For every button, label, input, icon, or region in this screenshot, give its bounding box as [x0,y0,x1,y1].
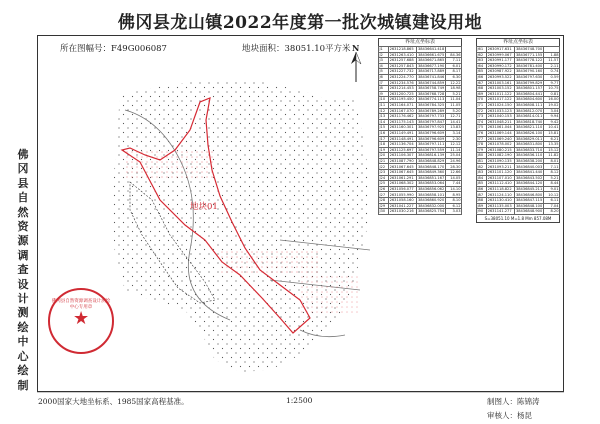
table-cell: J19 [379,147,389,153]
table-cell: 5.20 [445,108,461,114]
table-cell: 38436826.100 [515,131,543,135]
table-cell: J63 [477,58,487,64]
table-cell: 2631125.697 [389,147,417,153]
table-cell: 2631067.645 [389,164,417,170]
table-cell: J67 [477,80,487,86]
table-cell: J82 [477,164,487,170]
table-cell: 8.95 [445,192,461,198]
coordinate-system-note: 2000国家大地坐标系、1985国家高程基准。 [38,397,189,406]
table-cell: 5.21 [445,91,461,97]
table-cell: 9.77 [543,80,559,86]
table-cell: 9.01 [543,186,559,192]
table-cell: J15 [379,125,389,131]
table-cell: 14.10 [445,186,461,192]
table-cell: 38436846.800 [515,192,543,197]
table-cell: 6.11 [543,198,559,204]
table-cell: 38436818.740 [515,119,543,124]
table-cell: 12.12 [445,142,461,148]
table-cell: 7.04 [543,203,559,209]
table-cell: 11.57 [543,58,559,64]
parcel-label: 地块01 [190,202,218,212]
table-cell: 13.83 [445,125,461,131]
reviewed-by: 审核人：杨昆 [487,411,532,420]
table-cell: 2631176.462 [389,114,417,120]
table-cell: 38436796.609 [417,131,445,135]
table-cell: 2631061.291 [389,175,417,181]
table-cell: 2631058.160 [389,198,417,204]
table-cell: 38436840.003 [515,164,543,169]
table-cell: 38436847.115 [515,198,543,203]
table-cell: 38436848.170 [417,164,445,169]
table-cell: 38436758.749 [417,86,445,91]
table-cell: 2631003.152 [487,86,515,92]
boundary-marks [220,250,320,275]
table-cell: 8.44 [543,181,559,187]
table-cell: 2631069.240 [487,136,515,142]
table-cell: 38436661.675 [417,52,445,57]
table-cell: 38436677.190 [417,63,445,68]
producer-char: 计 [17,292,29,306]
table-cell: J76 [477,130,487,136]
table-cell: J5 [379,69,389,75]
table-cell: J25 [379,181,389,187]
table-cell: J88 [477,198,487,204]
table-cell: J61 [477,47,487,53]
table-cell: 38436784.325 [417,103,445,108]
star-icon: ★ [73,308,90,329]
table-cell: 38436641.418 [417,47,445,52]
table-cell: 38436831.800 [515,142,543,147]
table-cell: 2631164.071 [389,102,417,108]
table-cell: 2630987.922 [487,69,515,75]
table-cell: 2631011.122 [487,91,515,97]
table-cell: 2630990.172 [487,63,515,69]
table-cell: 2631017.122 [487,97,515,103]
table-cell: 24.96 [445,158,461,164]
table-cell: 2631041.227 [389,203,417,209]
table-cell: J70 [477,97,487,103]
terrain-region [112,80,370,372]
table-cell: 2631090.135 [487,158,515,164]
table-cell: 2631067.645 [389,170,417,176]
table-cell: 38436848.829 [417,158,445,163]
coord-table-2 [476,38,560,223]
north-label: N [352,43,360,53]
table-cell: 2631257.843 [389,63,417,69]
table-cell: 38436771.155 [515,52,543,57]
table-cell: 2631101.120 [487,170,515,176]
table-cell: 6.01 [445,63,461,69]
table-cell: J13 [379,114,389,120]
table-cell: 2630917.631 [487,47,515,53]
table-cell: 38436799.829 [515,80,543,85]
table-cell: 2.30 [445,136,461,142]
table-cell: 38436858.101 [417,192,445,197]
table-cell: 11.14 [445,147,461,153]
table-cell: 38436801.157 [515,86,543,91]
table-cell: 9.94 [543,114,559,120]
stamp-text: 佛冈县自然资源调查设计测绘中心专用章 [51,299,111,310]
table-cell: J16 [379,130,389,136]
table-cell: 7.44 [445,181,461,187]
table-cell: 2631078.002 [487,142,515,148]
table-cell: 38436797.733 [417,114,445,119]
table-cell: 6.30 [445,74,461,80]
table-cell: 2631234.576 [389,80,417,86]
table-cell: 3.03 [445,209,461,215]
table-cell: 38436789.289 [417,108,445,113]
table-cell: 2631106.307 [389,153,417,159]
producer-char: 设 [17,277,29,291]
table-cell: J14 [379,119,389,125]
table-cell: J29 [379,203,389,209]
table-cell: 38436804.441 [515,91,543,96]
producer-char: 资 [17,220,29,234]
table-cell: J20 [379,153,389,159]
table-cell: J65 [477,69,487,75]
table-cell: 38436848.100 [515,203,543,208]
table-cell: 2631030.216 [389,209,417,215]
table-cell: 38436774.113 [417,97,445,102]
table-cell: 38436844.120 [515,181,543,186]
producer-char: 县 [17,176,29,190]
table-cell: J77 [477,136,487,142]
table-cell: 2631160.301 [389,125,417,131]
table-cell: J2 [379,52,389,58]
table-cell: J3 [379,58,389,64]
table-cell: 11.05 [445,102,461,108]
table-cell: 38436853.064 [417,181,445,186]
table-cell: J71 [477,102,487,108]
table-cell: 38436848.900 [515,209,543,214]
table-cell: 2631227.732 [389,69,417,75]
table-cell: 7.11 [543,164,559,170]
table-cell: 12.71 [445,114,461,120]
table-cell: 19.02 [543,102,559,108]
table-cell: 18.98 [445,86,461,92]
table-cell: 38436860.920 [417,198,445,203]
table-cell: 2631093.211 [487,164,515,170]
coord-table-title: 界址点坐标表 [378,38,462,46]
producer-char: 查 [17,263,29,277]
table-cell: 3.04 [543,108,559,114]
table-cell: J27 [379,192,389,198]
table-cell: 2631040.153 [487,114,515,120]
table-cell: 38436797.111 [417,142,445,147]
table-cell: J8 [379,86,389,92]
table-cell: 2631048.211 [487,119,515,125]
table-cell: 2631195.450 [389,97,417,103]
boundary-marks [125,150,215,180]
table-cell: 38436804.600 [515,97,543,102]
table-cell: 2631141.277 [487,209,515,215]
table-cell: 2631082.190 [487,153,515,159]
table-cell: 38436856.062 [417,186,445,191]
table-cell: 38436781.400 [515,63,543,68]
table-cell: 2630999.067 [487,52,515,58]
producer-char: 冈 [17,162,29,176]
table-cell: 0.59 [543,74,559,80]
table-cell: J62 [477,52,487,58]
table-cell: 38436821.110 [515,125,543,130]
table-cell: J90 [477,209,487,215]
table-cell: J75 [477,125,487,131]
north-arrow [351,52,361,82]
table-cell: 11.82 [543,153,559,159]
table-cell: 2631200.725 [389,91,417,97]
table-cell: 2631135.003 [487,203,515,209]
table-cell: 8.20 [543,209,559,215]
table-cell: J64 [477,63,487,69]
table-cell: 15.81 [543,130,559,136]
table-cell: 11.04 [445,97,461,103]
table-cell: J26 [379,186,389,192]
table-cell: J86 [477,186,487,192]
table-cell: J68 [477,86,487,92]
table-cell: J4 [379,63,389,69]
table-cell: J28 [379,198,389,204]
table-cell: 38436825.754 [417,209,445,214]
table-row [379,209,462,215]
producer-char: 中 [17,335,29,349]
table-cell: 38436744.859 [417,80,445,85]
official-stamp [48,288,114,354]
table-cell: 10.41 [543,125,559,131]
table-cell: 38436797.925 [417,125,445,130]
table-cell: 2.11 [543,63,559,69]
table-cell: 12.66 [445,170,461,176]
table-cell: 2631024.150 [487,102,515,108]
producer-char: 测 [17,306,29,320]
table-cell: 2631061.044 [487,125,515,131]
table-cell: 38436717.889 [417,69,445,74]
table-cell: J9 [379,91,389,97]
table-cell: 84.36 [445,52,461,58]
producer-char: 制 [17,378,29,392]
table-cell: 8.10 [445,198,461,204]
table-cell: 15.12 [543,147,559,153]
table-cell: 16.00 [543,97,559,103]
table-cell: J22 [379,164,389,170]
table-cell: 2631080.215 [487,147,515,153]
table-cell: 5.21 [543,175,559,181]
table-cell: J6 [379,74,389,80]
table-cell: 7.11 [445,58,461,64]
map-title: 佛冈县龙山镇2022年度第一批次城镇建设用地 [117,13,483,33]
table-cell: 2631136.704 [389,142,417,148]
table-cell: 2630993.522 [487,74,515,80]
coord-table-1 [378,38,462,215]
table-cell: 38436790.160 [515,69,543,74]
table-cell: 2631224.770 [389,74,417,80]
table-cell: 2631056.077 [389,186,417,192]
table-cell: 2631087.790 [389,158,417,164]
table-cell: J78 [477,142,487,148]
table-cell: 2631257.688 [389,58,417,64]
producer-char: 佛 [17,148,29,161]
table-cell: J73 [477,114,487,120]
table-cell: 38436843.502 [515,175,543,180]
producer-char: 绘 [17,320,29,334]
table-cell: 38436808.111 [515,103,543,108]
table-cell: J24 [379,175,389,181]
table-cell: 1.88 [543,52,559,58]
table-cell: J72 [477,108,487,114]
table-cell: 38436796.609 [417,136,445,141]
table-cell: 2631263.410 [389,52,417,58]
table-cell: 2631149.491 [389,130,417,136]
table-cell: J87 [477,192,487,198]
table-cell: 2631148.491 [389,136,417,142]
table-cell: 10.75 [543,86,559,92]
table-cell: 2631112.410 [487,181,515,187]
table-cell: J10 [379,97,389,103]
table-cell: J12 [379,108,389,114]
table-cell: 38436748.700 [515,47,543,52]
table-cell: 10.12 [543,192,559,198]
table-cell: J18 [379,142,389,148]
producer-char: 绘 [17,364,29,378]
table-cell: 38436829.011 [515,136,543,141]
table-cell: 8.17 [445,69,461,75]
table-cell: J23 [379,170,389,176]
drawn-by: 制图人：陈锦涛 [487,397,540,406]
table-cell: 2631118.822 [487,186,515,192]
producer-char: 自 [17,191,29,205]
table-cell: 38436741.846 [417,75,445,80]
boundary-marks [300,275,360,315]
producer-char: 源 [17,234,29,248]
table-row [477,209,560,215]
table-cell: 14.05 [445,175,461,181]
table-cell: J1 [379,47,389,53]
table-cell: 12.22 [445,80,461,86]
table-cell: 2631003.161 [487,80,515,86]
table-cell: J30 [379,209,389,215]
table-cell: 8.12 [543,170,559,176]
table-cell: 9.42 [543,119,559,125]
table-cell: 2631124.110 [487,192,515,198]
table-cell: 2631167.070 [389,108,417,114]
table-cell: 2631055.990 [389,192,417,198]
table-cell: 2631107.010 [487,175,515,181]
table-cell: J80 [477,153,487,159]
table-cell: J84 [477,175,487,181]
table-cell: 38436832.000 [417,203,445,208]
table-cell: 14.41 [445,119,461,125]
table-cell: 13.35 [543,142,559,148]
producer-char: 心 [17,349,29,363]
table-cell: J85 [477,181,487,187]
table-cell: 2631033.123 [487,108,515,114]
table-cell: 2631175.143 [389,119,417,125]
table-cell: J81 [477,158,487,164]
table-cell: 38436814.011 [515,114,543,119]
table-cell: 38436816.139 [417,153,445,158]
producer-char: 然 [17,205,29,219]
table-cell: 38436768.728 [417,91,445,96]
table-cell: 2631130.410 [487,198,515,204]
table-cell: J66 [477,74,487,80]
table-cell: 38436833.710 [515,147,543,152]
producer-char: 调 [17,248,29,262]
map-scale: 1:2500 [286,396,313,405]
table-cell: 38436851.167 [417,175,445,180]
parcel-area: 地块面积：38051.10平方米 [242,44,351,54]
coord-table-summary: S=38051.10 M=1.8 Mm 857.08M [476,215,560,223]
table-cell: 0.74 [543,69,559,75]
table-cell: 38436671.865 [417,58,445,63]
table-cell: 6.21 [543,136,559,142]
table-cell: J89 [477,203,487,209]
table-cell: 6.12 [445,203,461,209]
coord-table-title: 界址点坐标表 [476,38,560,46]
table-cell: 38436838.200 [515,158,543,163]
table-cell: 2631214.453 [389,86,417,92]
table-cell: 25.04 [445,153,461,159]
table-cell: J79 [477,147,487,153]
table-cell: 38436797.630 [515,75,543,80]
table-cell: 38436778.122 [515,58,543,63]
table-cell: 38436845.211 [515,186,543,191]
table-cell: 28.30 [445,164,461,170]
table-cell: J21 [379,158,389,164]
table-cell: 2631218.865 [389,47,417,53]
table-cell: J69 [477,91,487,97]
table-cell: J17 [379,136,389,142]
table-cell: 2631068.302 [389,181,417,187]
table-cell: J74 [477,119,487,125]
table-cell: 3.14 [445,130,461,136]
table-cell: 38436841.440 [515,170,543,175]
table-cell: 8.01 [543,158,559,164]
table-cell: 38436797.847 [417,119,445,124]
table-cell: 38436797.559 [417,147,445,152]
sheet-number: 所在图幅号：F49G006087 [60,44,167,54]
table-cell: 0.81 [543,91,559,97]
table-cell: 2630991.177 [487,58,515,64]
table-cell: 38436812.070 [515,108,543,113]
table-cell: J83 [477,170,487,176]
table-cell: J7 [379,80,389,86]
table-cell: J11 [379,102,389,108]
table-cell: 38436836.110 [515,153,543,158]
table-cell: 38436849.360 [417,170,445,175]
table-cell: 2631069.144 [487,130,515,136]
